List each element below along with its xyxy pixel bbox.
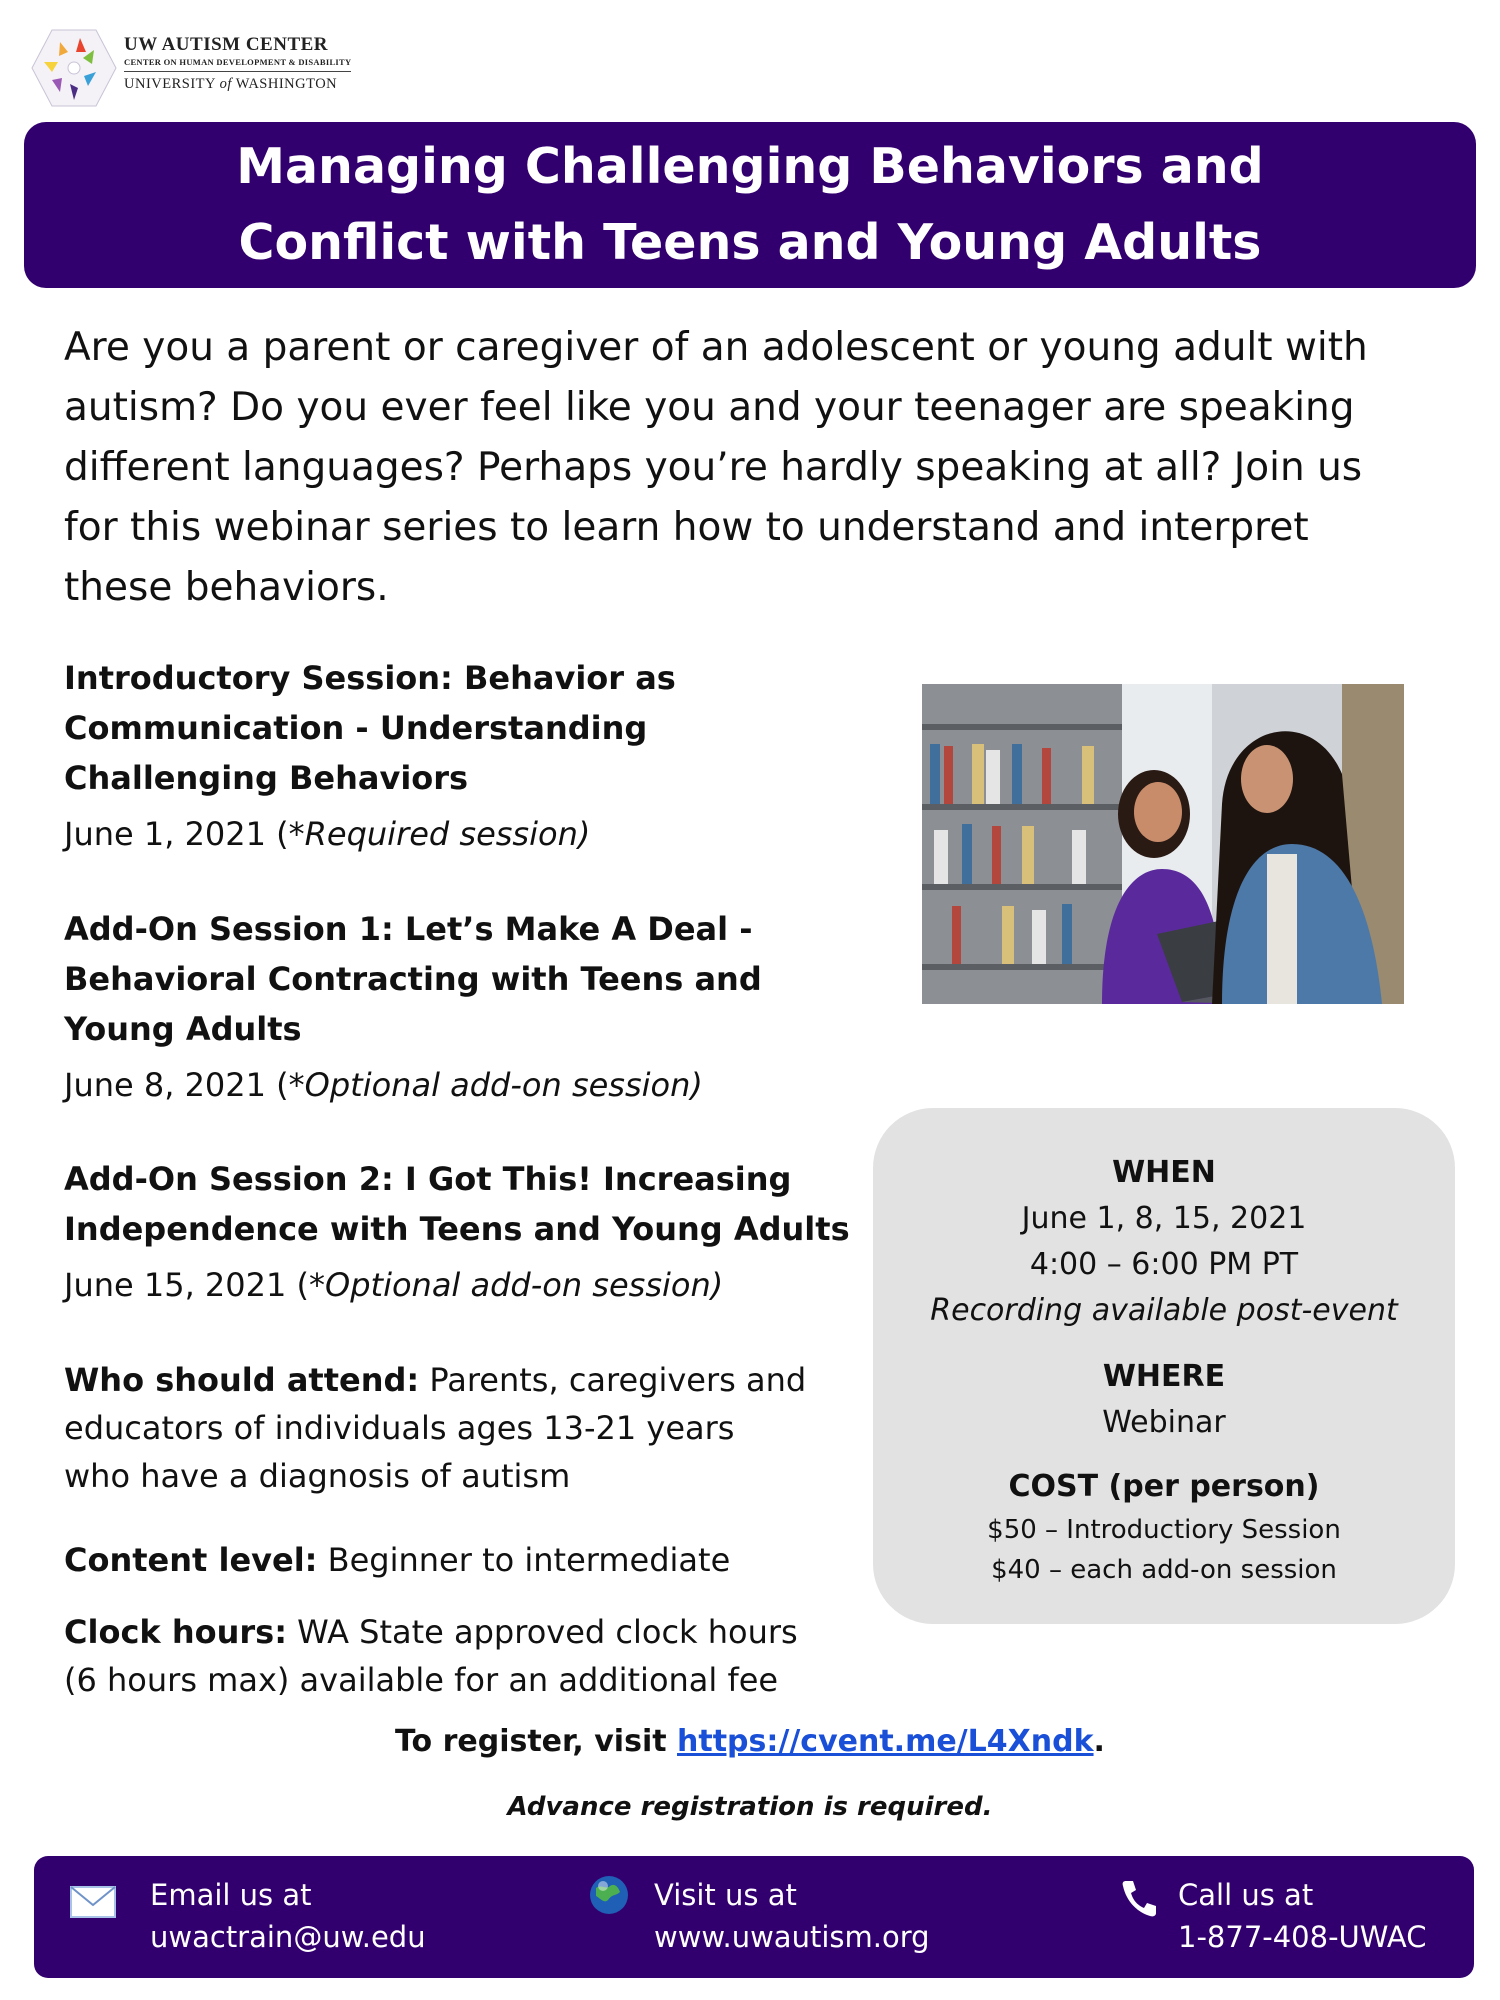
session-title: Add-On Session 2: I Got This! Increasing Independence with Teens and Young Adults: [64, 1160, 850, 1248]
phone-icon: [1120, 1878, 1158, 1918]
title-line-1: Managing Challenging Behaviors and: [236, 138, 1264, 195]
registration-line: [0, 1724, 1500, 1759]
where-heading: WHERE: [1102, 1359, 1226, 1394]
title-banner: [24, 122, 1476, 288]
intro-line: these behaviors.: [64, 565, 389, 610]
audience-line: who have a diagnosis of autism: [64, 1457, 571, 1495]
content-level-info: [64, 1536, 864, 1584]
photo-illustration: [922, 684, 1404, 1004]
intro-line: Are you a parent or caregiver of an adolescent or young adult with: [64, 325, 1368, 370]
students-library-photo: [922, 684, 1404, 1004]
logo-wordmark: [124, 34, 351, 93]
session-title: Add-On Session 1: Let’s Make A Deal - Behavioral Contracting with Teens and Young Adults: [64, 910, 762, 1048]
advance-registration-note: Advance registration is required.: [507, 1792, 993, 1822]
website-contact: [654, 1874, 930, 1958]
page-title: [236, 129, 1264, 281]
logo-university: UNIVERSITY of WASHINGTON: [124, 76, 338, 92]
globe-icon: [588, 1874, 630, 1916]
session-introductory: [64, 653, 854, 859]
website-url[interactable]: www.uwautism.org: [654, 1920, 930, 1954]
event-location: Webinar: [1102, 1405, 1226, 1440]
contact-footer: [34, 1856, 1474, 1978]
registration-link[interactable]: https://cvent.me/L4Xndk: [677, 1724, 1094, 1759]
cost-line: $50 – Introductiory Session: [987, 1515, 1341, 1545]
intro-line: different languages? Perhaps you’re hardly speaking at all? Join us: [64, 445, 1363, 490]
email-label: Email us at: [150, 1878, 312, 1912]
audience-line: educators of individuals ages 13-21 years: [64, 1409, 735, 1447]
email-contact: [150, 1874, 426, 1958]
intro-line: autism? Do you ever feel like you and your teenager are speaking: [64, 385, 1355, 430]
event-details-panel: [873, 1108, 1455, 1624]
phone-number[interactable]: 1-877-408-UWAC: [1178, 1920, 1427, 1954]
phone-label: Call us at: [1178, 1878, 1314, 1912]
phone-contact: [1178, 1874, 1426, 1958]
when-heading: WHEN: [1112, 1155, 1216, 1190]
envelope-icon: [70, 1886, 116, 1918]
website-label: Visit us at: [654, 1878, 797, 1912]
clock-hours-label: Clock hours:: [64, 1613, 287, 1651]
uw-autism-center-logo: [30, 28, 360, 108]
intro-paragraph: [64, 318, 1454, 618]
event-dates: June 1, 8, 15, 2021: [1021, 1201, 1307, 1236]
recording-note: Recording available post-event: [930, 1293, 1398, 1328]
content-level-label: Content level:: [64, 1541, 318, 1579]
hexagon-logo-icon: [30, 28, 118, 108]
session-date: June 1, 2021 (*Required session): [64, 815, 591, 853]
register-suffix: .: [1093, 1724, 1105, 1759]
clock-hours-line: (6 hours max) available for an additional fee: [64, 1661, 779, 1699]
audience-line: Parents, caregivers and: [419, 1361, 807, 1399]
event-time: 4:00 – 6:00 PM PT: [1029, 1247, 1299, 1282]
bookshelf-left: [922, 684, 1122, 1004]
intro-line: for this webinar series to learn how to understand and interpret: [64, 505, 1309, 550]
email-address[interactable]: uwactrain@uw.edu: [150, 1920, 426, 1954]
cost-heading: COST (per person): [1008, 1469, 1320, 1504]
audience-label: Who should attend:: [64, 1361, 420, 1399]
session-title: Introductory Session: Behavior as Communication - Understanding Challenging Behaviors: [64, 659, 676, 797]
session-add-on-2: [64, 1154, 854, 1310]
clock-hours-line: WA State approved clock hours: [287, 1613, 798, 1651]
logo-center-name: UW AUTISM CENTER: [124, 34, 329, 55]
logo-center-subtitle: CENTER ON HUMAN DEVELOPMENT & DISABILITY: [124, 57, 351, 72]
cost-line: $40 – each add-on session: [991, 1555, 1337, 1585]
audience-info: [64, 1356, 864, 1500]
session-date: June 8, 2021 (*Optional add-on session): [64, 1066, 703, 1104]
title-line-2: Conflict with Teens and Young Adults: [238, 214, 1262, 271]
session-date: June 15, 2021 (*Optional add-on session): [64, 1266, 724, 1304]
session-add-on-1: [64, 904, 854, 1110]
clock-hours-info: [64, 1608, 864, 1704]
register-prefix: To register, visit: [395, 1724, 678, 1759]
content-level-value: Beginner to intermediate: [317, 1541, 731, 1579]
